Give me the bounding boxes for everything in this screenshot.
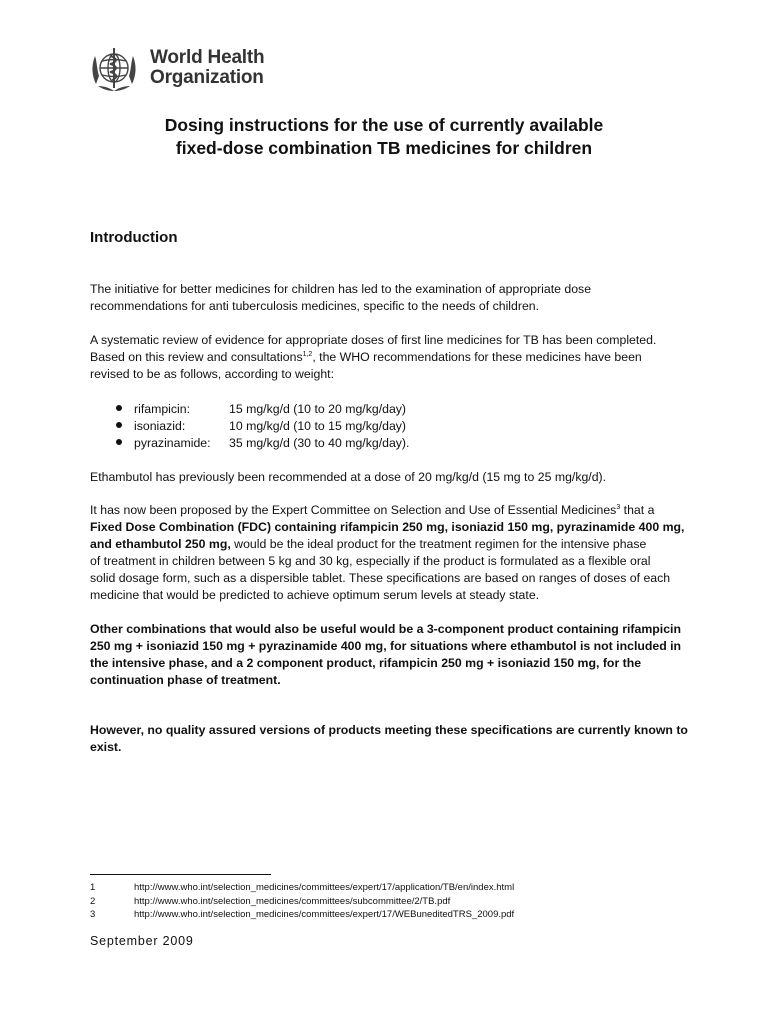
text-line — [90, 502, 690, 519]
paragraph-2 — [90, 332, 690, 383]
text-line: However, no quality assured versions of products meeting these specifications are currently known to — [90, 723, 688, 737]
footnote-ref: 3 — [616, 503, 621, 511]
text-segment: and ethambutol 250 mg, — [90, 537, 231, 551]
footnote — [90, 881, 514, 895]
text-line: The initiative for better medicines for children has led to the examination of appropriate dose — [90, 282, 592, 296]
bullet-icon — [116, 422, 122, 428]
text-line: Fixed Dose Combination (FDC) containing rifampicin 250 mg, isoniazid 150 mg, pyrazinamide 400 mg, — [90, 520, 685, 534]
drug-dose: 35 mg/kg/d (30 to 40 mg/kg/day). — [229, 436, 410, 450]
document-date: September 2009 — [90, 934, 194, 948]
list-item — [90, 418, 650, 435]
bullet-icon — [116, 439, 122, 445]
text-line: revised to be as follows, according to weight: — [90, 367, 335, 381]
list-item — [90, 435, 650, 452]
list-item — [90, 401, 650, 418]
text-line: of treatment in children between 5 kg and 30 kg, especially if the product is formulated as a flexible oral — [90, 554, 651, 568]
text-segment: that a — [620, 503, 655, 517]
drug-dose: 15 mg/kg/d (10 to 20 mg/kg/day) — [229, 402, 407, 416]
footnote-number: 3 — [90, 909, 96, 920]
org-name-line2: Organization — [150, 67, 264, 88]
drug-name: rifampicin: — [134, 402, 191, 416]
paragraph-5 — [90, 621, 690, 689]
text-line: exist. — [90, 740, 122, 754]
footnote-divider — [90, 874, 271, 875]
text-segment: , the WHO recommendations for these medicines have been — [312, 350, 642, 364]
who-emblem-icon — [86, 40, 142, 96]
title-line1: Dosing instructions for the use of currently available — [164, 115, 604, 135]
text-line — [90, 349, 690, 366]
footnote-ref: 1,2 — [302, 350, 313, 358]
text-segment: It has now been proposed by the Expert Committee on Selection and Use of Essential Medicines — [90, 503, 617, 517]
footnote — [90, 895, 514, 909]
org-name-line1: World Health — [150, 47, 265, 68]
drug-name: pyrazinamide: — [134, 436, 211, 450]
text-line: continuation phase of treatment. — [90, 673, 281, 687]
text-line: the intensive phase, and a 2 component product, rifampicin 250 mg + isoniazid 150 mg, for the — [90, 656, 642, 670]
who-logo — [86, 40, 264, 96]
text-segment: would be the ideal product for the treatment regimen for the intensive phase — [230, 537, 647, 551]
paragraph-6 — [90, 722, 690, 756]
text-line: Ethambutol has previously been recommended at a dose of 20 mg/kg/d (15 mg to 25 mg/kg/d). — [90, 470, 607, 484]
text-line: medicine that would be predicted to achieve optimum serum levels at steady state. — [90, 588, 540, 602]
dose-list — [90, 401, 650, 452]
paragraph-3 — [90, 469, 690, 486]
footnotes — [90, 881, 514, 922]
text-segment: Based on this review and consultations — [90, 350, 303, 364]
paragraph-4 — [90, 502, 690, 604]
footnote-link[interactable]: http://www.who.int/selection_medicines/committees/subcommittee/2/TB.pdf — [134, 895, 451, 907]
text-line — [90, 536, 690, 553]
text-line: recommendations for anti tuberculosis medicines, specific to the needs of children. — [90, 299, 540, 313]
org-name — [150, 48, 264, 88]
footnote-number: 1 — [90, 882, 96, 893]
drug-dose: 10 mg/kg/d (10 to 15 mg/kg/day) — [229, 419, 407, 433]
footnote-link[interactable]: http://www.who.int/selection_medicines/committees/expert/17/WEBuneditedTRS_2009.pdf — [134, 909, 515, 920]
footnote-number: 2 — [90, 895, 96, 907]
drug-name: isoniazid: — [134, 419, 186, 433]
text-line: Other combinations that would also be useful would be a 3-component product containing rifampicin — [90, 622, 681, 636]
text-line: solid dosage form, such as a dispersible tablet. These specifications are based on ranges of doses of each — [90, 571, 671, 585]
text-line: A systematic review of evidence for appropriate doses of first line medicines for TB has been completed. — [90, 333, 657, 347]
paragraph-1 — [90, 281, 690, 315]
section-heading: Introduction — [90, 229, 178, 246]
document-title — [90, 114, 678, 160]
title-line2: fixed-dose combination TB medicines for children — [175, 138, 593, 158]
footnote-link[interactable]: http://www.who.int/selection_medicines/committees/expert/17/application/TB/en/index.html — [134, 882, 515, 893]
footnote — [90, 908, 514, 922]
bullet-icon — [116, 405, 122, 411]
text-line: 250 mg + isoniazid 150 mg + pyrazinamide 400 mg, for situations where ethambutol is not included in — [90, 639, 682, 653]
